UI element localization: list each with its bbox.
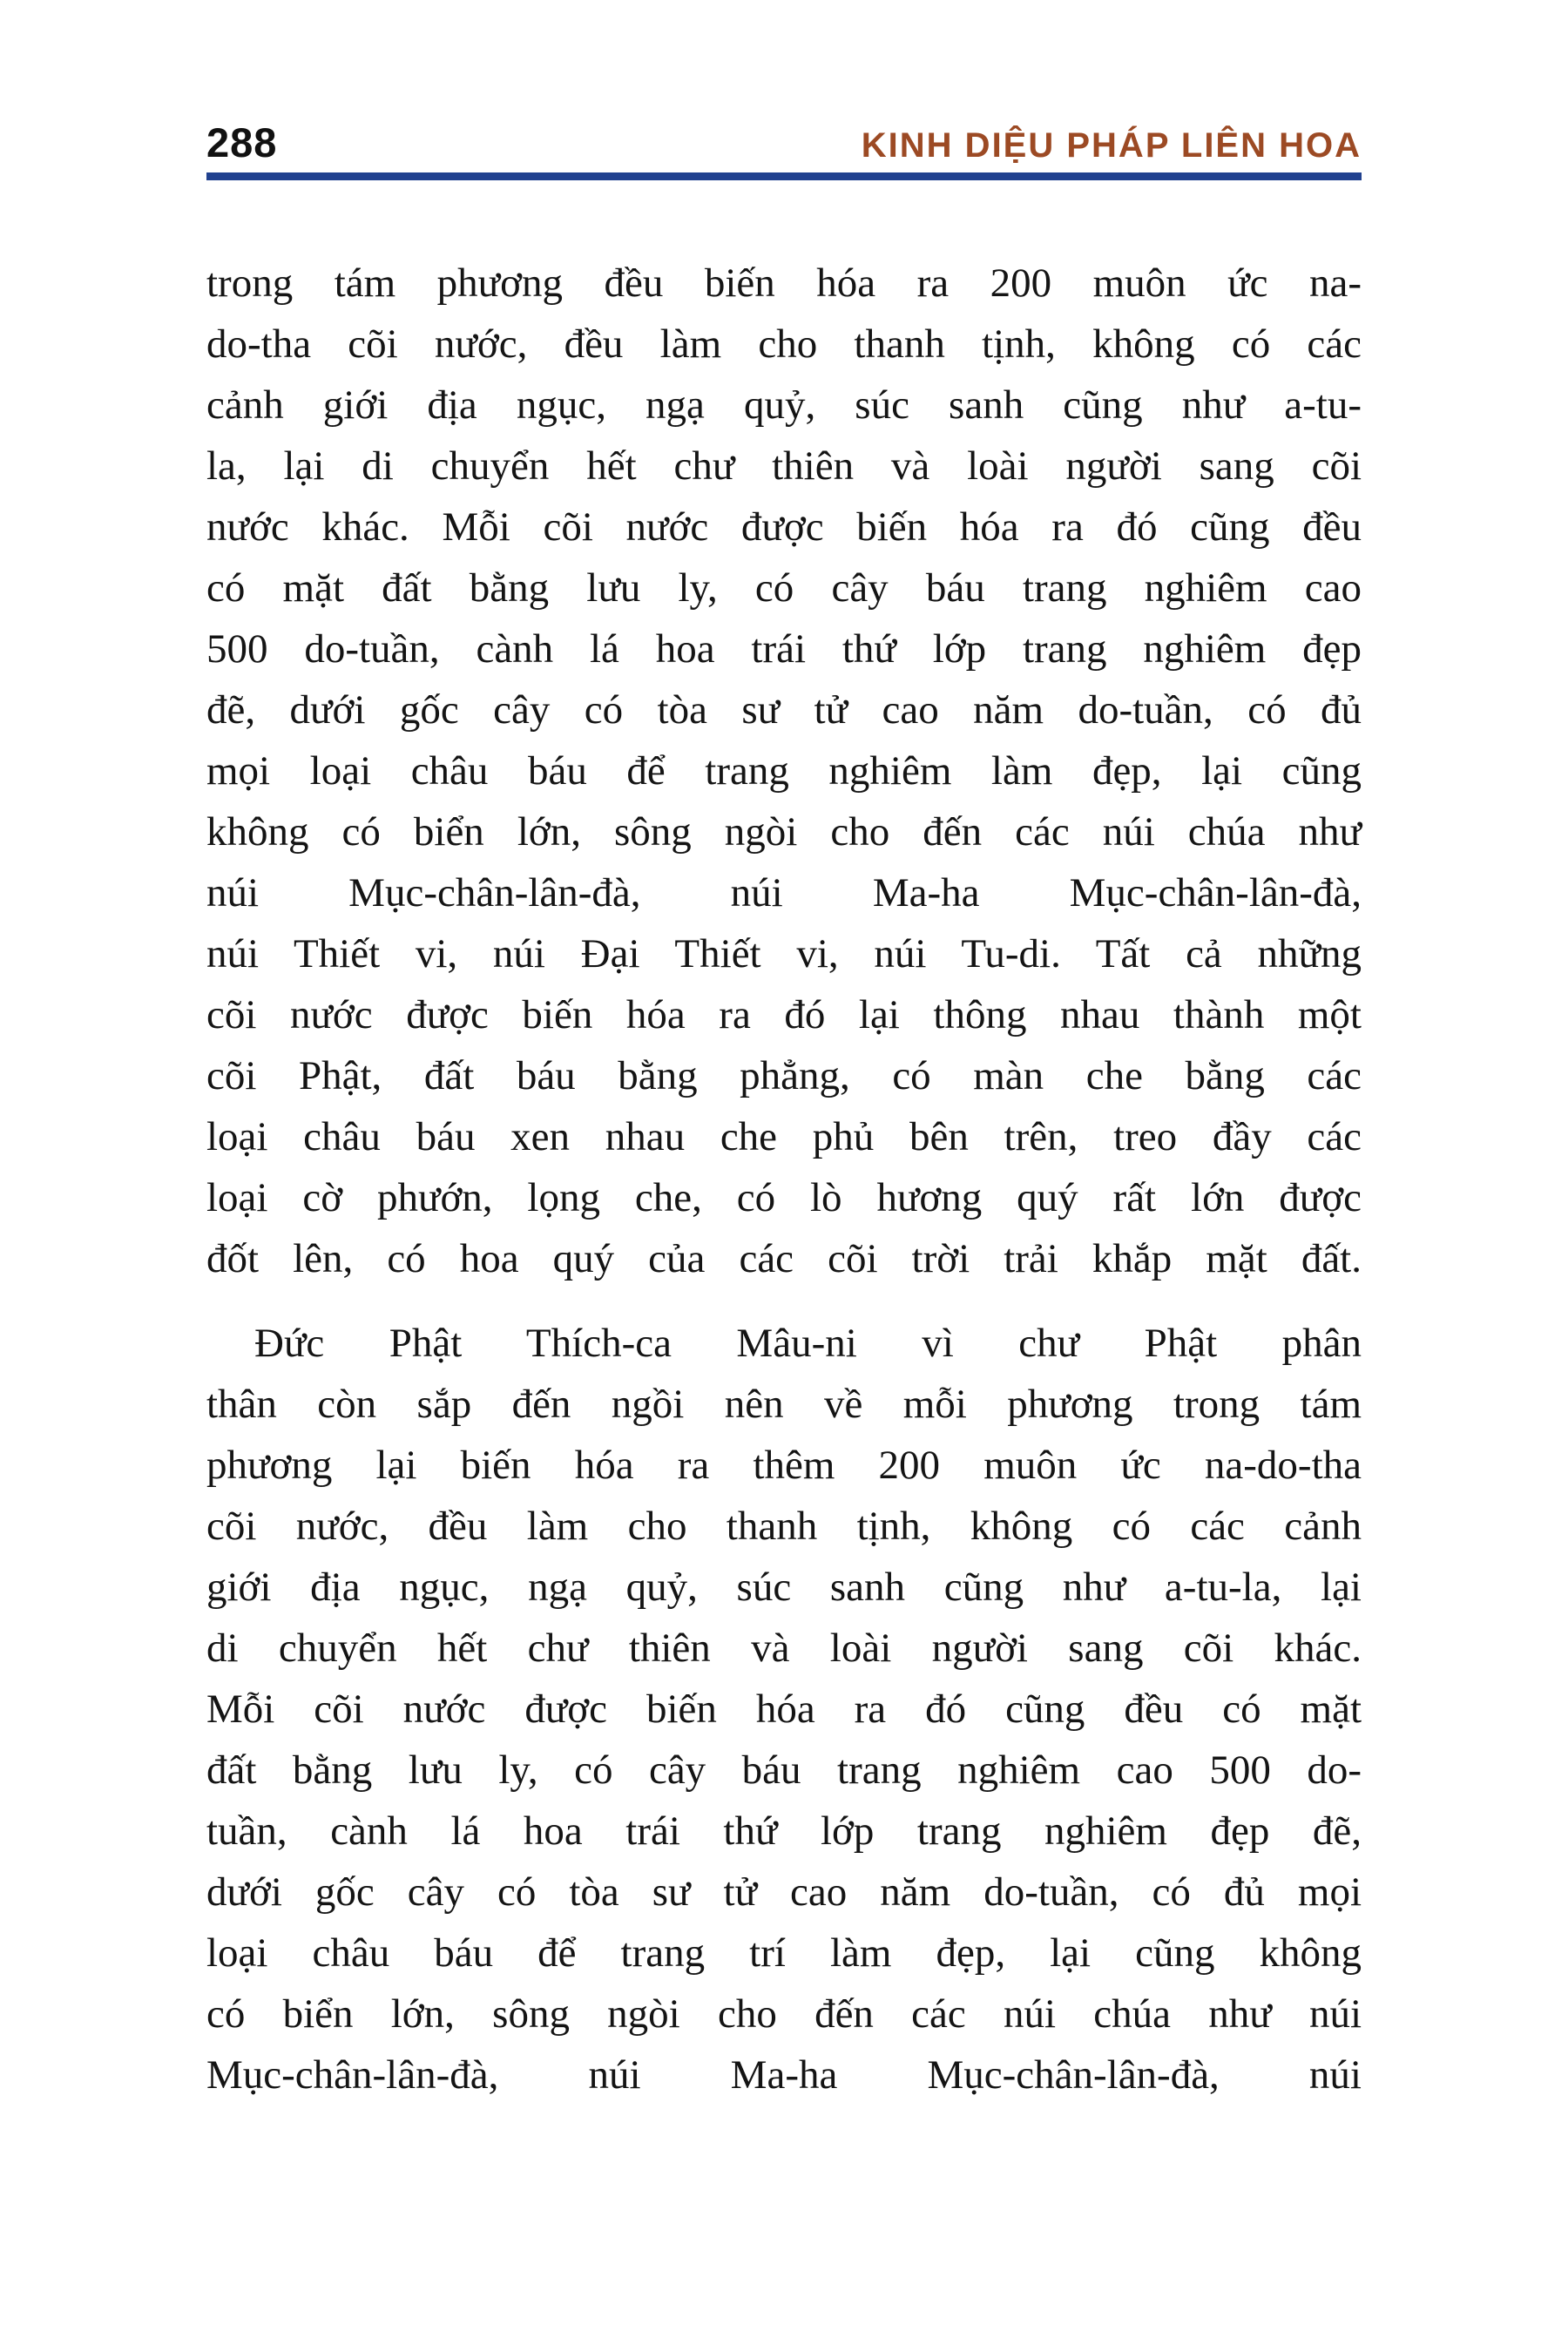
text-line: mọi loại châu báu để trang nghiêm làm đẹp, lại cũng [206,748,1362,794]
text-line: thân còn sắp đến ngồi nên về mỗi phương trong tám [206,1382,1362,1427]
text-line: có mặt đất bằng lưu ly, có cây báu trang nghiêm cao [206,565,1362,611]
page-number: 288 [206,119,278,166]
text-line: loại châu báu xen nhau che phủ bên trên, treo đầy các [206,1114,1362,1159]
text-line: núi Thiết vi, núi Đại Thiết vi, núi Tu-di. Tất cả những [206,931,1362,977]
text-line: 500 do-tuần, cành lá hoa trái thứ lớp trang nghiêm đẹp [206,626,1362,672]
text-line: cõi nước, đều làm cho thanh tịnh, không có các cảnh [206,1504,1362,1549]
text-line: do-tha cõi nước, đều làm cho thanh tịnh, không có các [206,321,1362,367]
text-line: dưới gốc cây có tòa sư tử cao năm do-tuần, có đủ mọi [206,1869,1362,1915]
text-line: cõi Phật, đất báu bằng phẳng, có màn che bằng các [206,1053,1362,1098]
text-line: trong tám phương đều biến hóa ra 200 muôn ức na- [206,260,1362,306]
text-line: Mỗi cõi nước được biến hóa ra đó cũng đều có mặt [206,1686,1362,1732]
text-line: di chuyển hết chư thiên và loài người sang cõi khác. [206,1625,1362,1671]
text-line: loại châu báu để trang trí làm đẹp, lại cũng không [206,1930,1362,1976]
text-line: phương lại biến hóa ra thêm 200 muôn ức na-do-tha [206,1443,1362,1488]
body-text [206,253,1362,2105]
running-title: KINH DIỆU PHÁP LIÊN HOA [861,126,1362,165]
text-line: đất bằng lưu ly, có cây báu trang nghiêm cao 500 do- [206,1747,1362,1793]
text-line: cảnh giới địa ngục, ngạ quỷ, súc sanh cũng như a-tu- [206,382,1362,428]
text-line: la, lại di chuyển hết chư thiên và loài người sang cõi [206,443,1362,489]
paragraph-2 [206,1313,1362,2105]
text-line: không có biển lớn, sông ngòi cho đến các núi chúa như [206,809,1362,855]
text-line: giới địa ngục, ngạ quỷ, súc sanh cũng như a-tu-la, lại [206,1565,1362,1610]
text-line: đẽ, dưới gốc cây có tòa sư tử cao năm do-tuần, có đủ [206,687,1362,733]
header-rule-divider [206,172,1362,180]
text-line: Đức Phật Thích-ca Mâu-ni vì chư Phật phân [254,1321,1362,1366]
text-line: núi Mục-chân-lân-đà, núi Ma-ha Mục-chân-lân-đà, [206,870,1362,916]
text-line: loại cờ phướn, lọng che, có lò hương quý rất lớn được [206,1175,1362,1220]
text-line: đốt lên, có hoa quý của các cõi trời trải khắp mặt đất. [206,1236,1362,1281]
text-line: tuần, cành lá hoa trái thứ lớp trang nghiêm đẹp đẽ, [206,1808,1362,1854]
page-header [206,118,1362,166]
text-line: có biển lớn, sông ngòi cho đến các núi chúa như núi [206,1991,1362,2037]
paragraph-1 [206,253,1362,1289]
text-line: nước khác. Mỗi cõi nước được biến hóa ra đó cũng đều [206,504,1362,550]
text-line: Mục-chân-lân-đà, núi Ma-ha Mục-chân-lân-đà, núi [206,2052,1362,2098]
text-line: cõi nước được biến hóa ra đó lại thông nhau thành một [206,992,1362,1037]
